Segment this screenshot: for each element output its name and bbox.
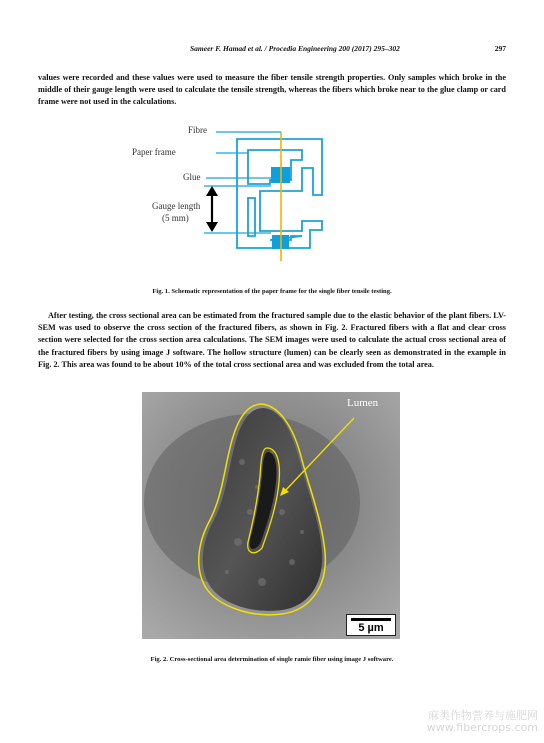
scale-bar xyxy=(346,614,396,636)
label-paper-frame: Paper frame xyxy=(132,147,176,157)
paragraph-1: values were recorded and these values were used to measure the fiber tensile strength properties. Only samples which broke in the middle of their gauge length were used to calculate the tensile strength, whereas the fibers which broke near to the glue clamp or card frame were not used in the calculations. xyxy=(38,73,506,107)
watermark-line-1: 麻类作物营养与施肥网 xyxy=(428,709,538,722)
figure-1-paper-frame-diagram xyxy=(120,118,420,278)
page-number: 297 xyxy=(494,44,506,53)
scale-bar-line xyxy=(351,618,391,621)
running-title: Sameer F. Hamad et al. / Procedia Engineering 200 (2017) 295–302 xyxy=(190,44,400,53)
label-gauge-length: Gauge length xyxy=(152,201,201,211)
watermark-line-2: www.fibercrops.com xyxy=(426,721,538,734)
label-glue: Glue xyxy=(183,172,201,182)
figure-2-caption: Fig. 2. Cross-sectional area determination of single ramie fiber using image J software. xyxy=(150,656,394,663)
gauge-arrow-head-bottom xyxy=(206,222,218,232)
figure-2-sem-image xyxy=(142,392,400,639)
scale-bar-label: 5 µm xyxy=(358,622,384,634)
paper-frame-inner xyxy=(248,150,302,240)
label-fibre: Fibre xyxy=(188,125,207,135)
lumen-label: Lumen xyxy=(347,397,379,409)
gauge-arrow-head-top xyxy=(206,186,218,196)
paper-frame-schematic xyxy=(120,118,420,278)
page-header xyxy=(40,44,506,56)
sem-micrograph xyxy=(142,392,400,639)
paper-frame-outline xyxy=(237,139,322,248)
figure-1-caption: Fig. 1. Schematic representation of the paper frame for the single fiber tensile testing. xyxy=(152,288,392,295)
watermark xyxy=(408,710,538,734)
label-gauge-value: (5 mm) xyxy=(162,213,189,223)
paragraph-2: After testing, the cross sectional area can be estimated from the fractured sample due to the elastic behavior of the plant fibers. LV-SEM was used to observe the cross section of the fractured fibers, as shown in Fig. 2. Fractured fibers with a flat and clear cross section were selected for the cross section area calculations. The SEM images were used to calculate the actual cross sectional area of the fractured fibers by using image J software. The hollow structure (lumen) can be clearly seen as demonstrated in the example in Fig. 2. This area was found to be about 10% of the total cross sectional area and was excluded from the total area. xyxy=(38,311,506,369)
